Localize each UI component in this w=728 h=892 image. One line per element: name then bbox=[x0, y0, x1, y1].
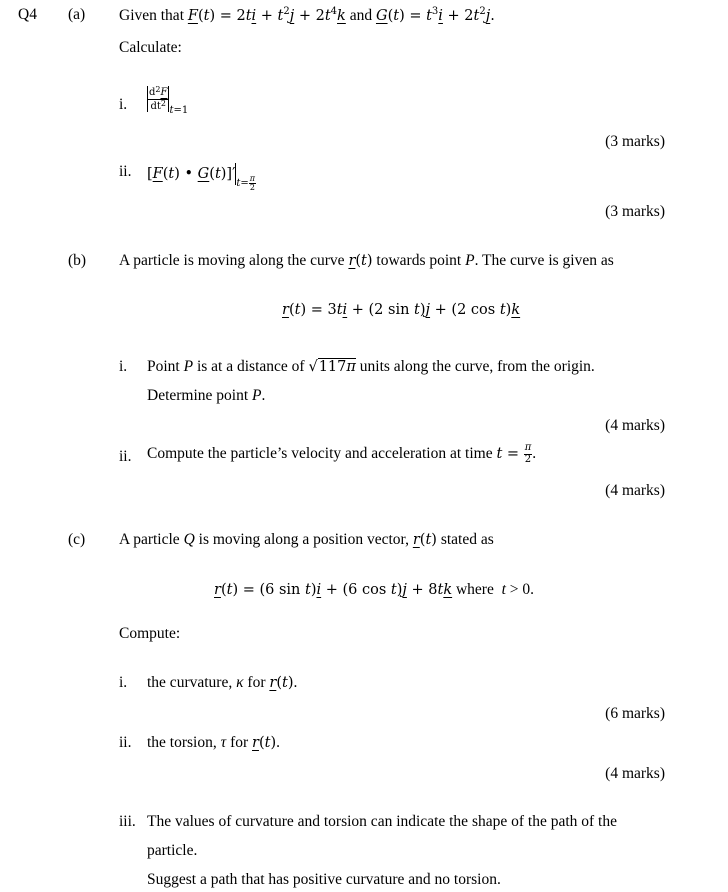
compute-label: Compute: bbox=[119, 625, 181, 642]
given-text: Given that bbox=[119, 7, 188, 24]
part-c-ii-marks: (4 marks) bbox=[605, 765, 665, 782]
part-c-intro: A particle Q is moving along a position vector, r(t) stated as bbox=[119, 531, 494, 548]
part-b-i-line2: Determine point P. bbox=[147, 387, 266, 404]
part-c-iii-line3: Suggest a path that has positive curvature and no torsion. bbox=[147, 871, 501, 888]
part-c-ii-label: ii. bbox=[119, 734, 132, 751]
part-a-i-expression: $\frac{d^2F}{dt^2}$ $_{t=1}$ bbox=[149, 85, 189, 116]
part-a-i-label: i. bbox=[119, 96, 128, 113]
part-b-label: (b) bbox=[68, 252, 87, 269]
part-b-ii-label: ii. bbox=[119, 448, 132, 465]
calculate-label: Calculate: bbox=[119, 39, 182, 56]
part-a-ii-expression: [F(t) • $G(t)]'_{t= \frac{\pi}{2}}$ bbox=[147, 163, 256, 192]
part-b-i-line1: Point P is at a distance of √117π units along the curve, from the origin. bbox=[147, 358, 595, 375]
part-b-i-label: i. bbox=[119, 358, 128, 375]
part-b-ii-marks: (4 marks) bbox=[605, 482, 665, 499]
part-a-i-marks: (3 marks) bbox=[605, 133, 665, 150]
part-c-iii-label: iii. bbox=[119, 813, 136, 830]
part-c-iii-line1: The values of curvature and torsion can indicate the shape of the path of the bbox=[147, 813, 617, 830]
part-c-label: (c) bbox=[68, 531, 86, 548]
part-c-i-text: the curvature, κ for r(t). bbox=[147, 674, 298, 691]
part-a-ii-marks: (3 marks) bbox=[605, 203, 665, 220]
F-definition: $F(t) = 2ti + t^2j + 2t^4k$ bbox=[187, 6, 346, 24]
part-b-ii-text: Compute the particle’s velocity and acceleration at time t = $\frac{\pi}{2}$ . bbox=[147, 442, 537, 465]
part-c-i-label: i. bbox=[119, 674, 128, 691]
G-definition: $G(t) = t^3i + 2t^2j$. bbox=[375, 6, 495, 24]
part-b-i-marks: (4 marks) bbox=[605, 417, 665, 434]
and-text: and bbox=[345, 7, 376, 24]
part-b-intro: A particle is moving along the curve r(t) towards point P. The curve is given as bbox=[119, 252, 614, 269]
part-c-iii-line2: particle. bbox=[147, 842, 198, 859]
part-a-ii-label: ii. bbox=[119, 163, 132, 180]
position-vector: r(t) = (6 sin t)i + (6 cos t)j + 8tk where t > 0. bbox=[214, 581, 535, 598]
part-c-ii-text: the torsion, τ for r(t). bbox=[147, 734, 280, 751]
part-a-intro bbox=[119, 7, 495, 24]
question-number: Q4 bbox=[18, 6, 37, 23]
part-a-label: (a) bbox=[68, 6, 86, 23]
curve-equation: r(t) = 3ti + (2 sin t)j + (2 cos t)k bbox=[282, 302, 521, 318]
part-c-i-marks: (6 marks) bbox=[605, 705, 665, 722]
